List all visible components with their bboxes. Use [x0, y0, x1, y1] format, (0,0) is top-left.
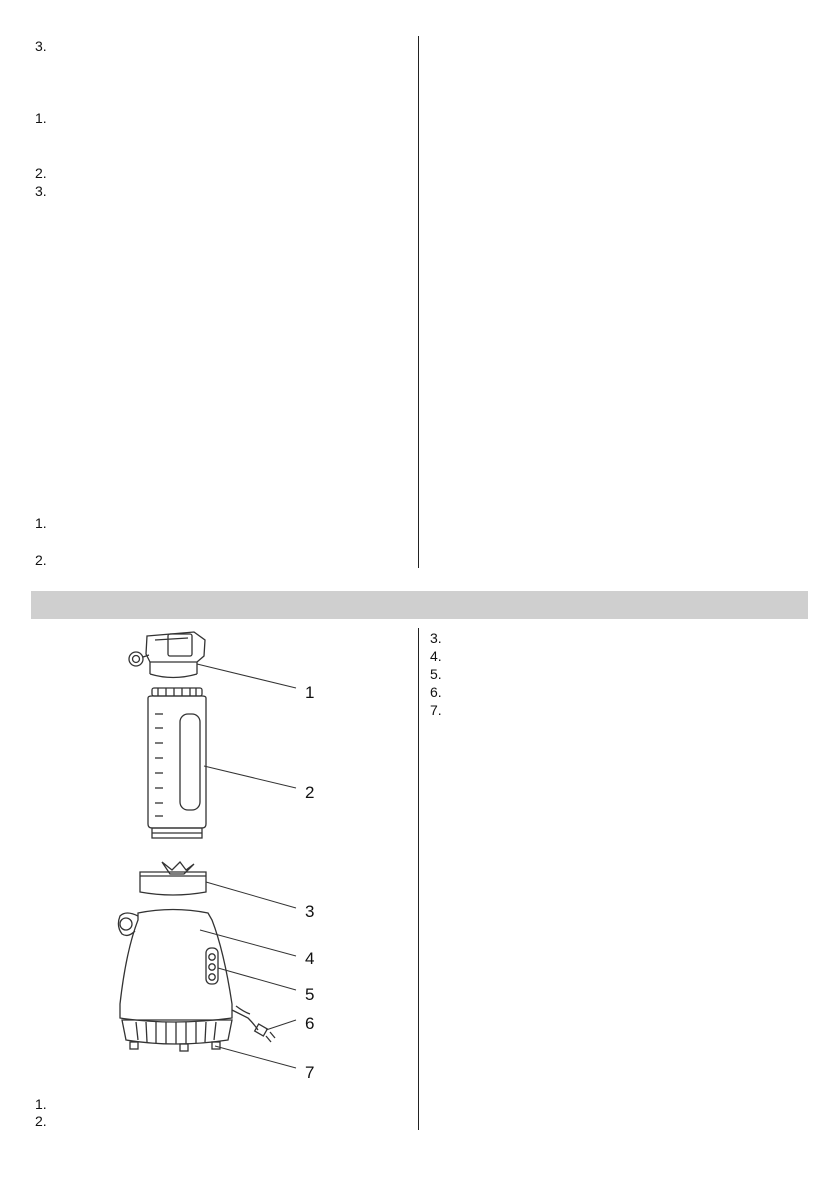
callout-number: 6	[305, 1014, 315, 1033]
section-heading-band	[31, 591, 808, 619]
power-cord-drawing	[232, 1010, 258, 1030]
list-number: 4.	[430, 648, 442, 664]
callout-number: 3	[305, 902, 315, 921]
feet-drawing	[130, 1042, 138, 1049]
list-number: 7.	[430, 702, 442, 718]
list-number: 2.	[35, 552, 47, 568]
list-number: 1.	[35, 1096, 47, 1112]
callout-number: 1	[305, 683, 315, 702]
callout-number: 5	[305, 985, 315, 1004]
column-divider	[418, 36, 419, 568]
blender-parts-figure	[100, 626, 340, 1086]
list-number: 2.	[35, 1113, 47, 1129]
list-number: 3.	[35, 38, 47, 54]
list-number: 6.	[430, 684, 442, 700]
list-number: 5.	[430, 666, 442, 682]
column-divider	[418, 628, 419, 1130]
motor-base-drawing	[118, 910, 275, 1052]
list-number: 3.	[430, 630, 442, 646]
callout-number: 7	[305, 1063, 315, 1082]
list-number: 1.	[35, 515, 47, 531]
list-number: 3.	[35, 183, 47, 199]
list-number: 1.	[35, 110, 47, 126]
lid-drawing	[129, 632, 205, 678]
blade-unit-drawing	[140, 862, 206, 895]
list-number: 2.	[35, 165, 47, 181]
bottle-drawing	[148, 688, 206, 838]
callout-number: 2	[305, 783, 315, 802]
callout-number: 4	[305, 949, 315, 968]
